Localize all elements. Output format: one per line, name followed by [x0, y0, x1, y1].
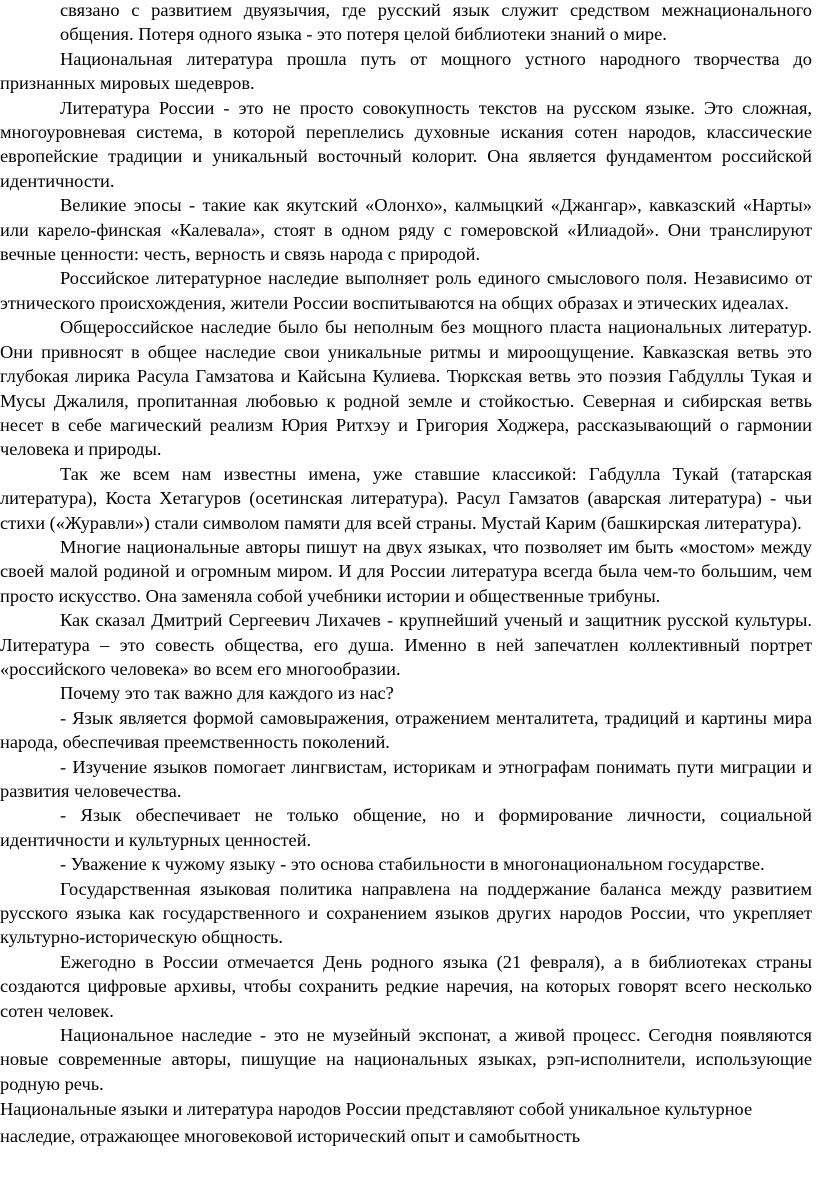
paragraph-literary-heritage: Российское литературное наследие выполняет роль единого смыслового поля. Независимо от этнического происхождения, жители России воспитываются на общих образах и этических идеалах. — [0, 268, 812, 313]
list-item-language-study: - Изучение языков помогает лингвистам, историкам и этнографам понимать пути миграции и развития человечества. — [0, 756, 812, 801]
list-item-respect: - Уважение к чужому языку - это основа стабильности в многонациональном государстве. — [60, 854, 765, 875]
paragraph-classic-names: Так же всем нам известны имена, уже ставшие классикой: Габдулла Тукай (татарская литература), Коста Хетагуров (осетинская литература). Расул Гамзатов (аварская литература) - чьи стихи («Журавли») стали символом памяти для всей страны. Мустай Карим (башкирская литература). — [0, 463, 812, 533]
list-item-self-expression: - Язык является формой самовыражения, отражением менталитета, традиций и картины мира народа, обеспечивая преемственность поколений. — [0, 707, 812, 753]
paragraph-living-process: Национальное наследие - это не музейный экспонат, а живой процесс. Сегодня появляются новые современные авторы, пишущие на национальных языках, рэп-исполнители, использующие родную речь. — [0, 1025, 812, 1094]
paragraph-national-literatures: Общероссийское наследие было бы неполным без мощного пласта национальных литератур. Они привносят в общее наследие свои уникальные ритмы и мироощущение. Кавказская ветвь это глубокая лирика Расула Гамзатова и Кайсына Кулиева. Тюркская ветвь это поэзия Габдуллы Тукая и Мусы Джалиля, пропитанная любовью к родной земле и стойкостью. Северная и сибирская ветвь несет в себе магический реализм Юрия Ритхэу и Григория Ходжера, рассказывающий о гармонии человека и природы. — [0, 317, 812, 460]
paragraph-great-epics: Великие эпосы - такие как якутский «Олонхо», калмыцкий «Джангар», кавказский «Нарты» или карело-финская «Калевала», стоят в одном ряду с гомеровской «Илиадой». Они транслируют вечные ценности: честь, верность и связь народа с природой. — [0, 195, 812, 265]
list-item-personality: - Язык обеспечивает не только общение, но и формирование личности, социальной идентичности и культурных ценностей. — [0, 805, 812, 850]
paragraph-bilingual-authors: Многие национальные авторы пишут на двух языках, что позволяет им быть «мостом» между своей малой родиной и огромным миром. И для России литература всегда была чем-то большим, чем просто искусство. Она заменяла собой учебники истории и общественные трибуны. — [0, 536, 812, 606]
paragraph-literature-of-russia: Литература России - это не просто совокупность текстов на русском языке. Это сложная, многоуровневая система, в которой переплелись духовные искания сотен народов, классические европейские традиции и уникальный восточный колорит. Она является фундаментом российской идентичности. — [0, 97, 812, 191]
paragraph-national-literature: Национальная литература прошла путь от мощного устного народного творчества до признанных мировых шедевров. — [0, 48, 812, 94]
paragraph-continuation: связано с развитием двуязычия, где русский язык служит средством межнационального общения. Потеря одного языка - это потеря целой библиотеки знаний о мире. — [60, 0, 812, 45]
paragraph-likhachev-quote: Как сказал Дмитрий Сергеевич Лихачев - крупнейший ученый и защитник русской культуры. Литература – это совесть общества, его душа. Именно в ней запечатлен коллективный портрет «российского человека» во всем его многообразии. — [0, 610, 812, 679]
paragraph-why-important: Почему это так важно для каждого из нас? — [60, 683, 394, 704]
paragraph-native-language-day: Ежегодно в России отмечается День родного языка (21 февраля), а в библиотеках страны создаются цифровые архивы, чтобы сохранить редкие наречия, на которых говорят всего несколько сотен человек. — [0, 951, 812, 1021]
paragraph-closing: Национальные языки и литература народов России представляют собой уникальное культурное наследие, отражающее многовековой исторический опыт и самобытность — [0, 1099, 753, 1147]
paragraph-language-policy: Государственная языковая политика направлена на поддержание баланса между развитием русского языка как государственного и сохранением языков других народов России, что укрепляет культурно-историческую общность. — [0, 878, 812, 948]
